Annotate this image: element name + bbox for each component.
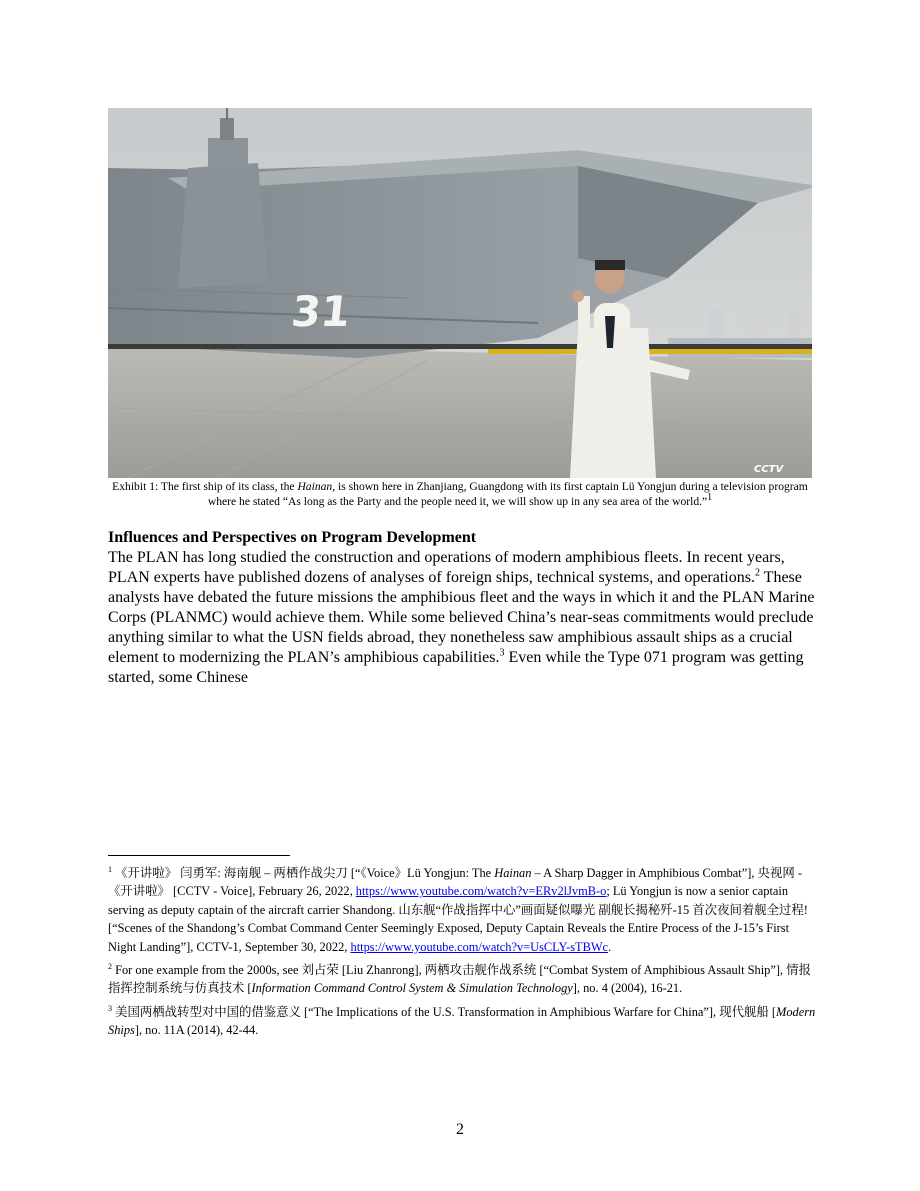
footnote-link-youtube-1[interactable]: https://www.youtube.com/watch?v=ERv2lJvmB-o: [355, 884, 607, 899]
footnote-3: [108, 1003, 820, 1040]
exhibit-photo: [108, 108, 812, 478]
body-text-3: Even while the Type 071 program was getting started, some Chinese: [108, 649, 804, 686]
caption-text-rest: , is shown here in Zhanjiang, Guangdong with its first captain Lü Yongjun during a television program where he stated “As long as the Party and the people need it, we will show up in any sea area of the world.”: [207, 480, 808, 508]
footnote-divider: [108, 855, 290, 856]
cctv-watermark: CCTV: [754, 464, 784, 475]
footnote-italic: Hainan: [494, 866, 532, 880]
footnote-text: 美国两栖战转型对中国的借鉴意义 [“The Implications of the U.S. Transformation in Amphibious Warfare for China”], 现代舰船 [: [112, 1004, 776, 1019]
footnote-ref-2[interactable]: 2: [754, 567, 760, 579]
exhibit-caption: [108, 479, 812, 509]
caption-ship-name: Hainan: [297, 480, 333, 493]
body-text-2: These analysts have debated the future missions the amphibious fleet and the ways in which it and the PLAN Marine Corps (PLANMC) would achieve them. While some believed China’s near-seas commitments would preclude anything similar to what the USN fields abroad, they nonetheless saw amphibious assault ships as a crucial element to modernizing the PLAN’s amphibious capabilities.: [108, 569, 815, 666]
body-paragraph: [108, 548, 820, 688]
footnote-text: 《开讲啦》 闫勇军: 海南舰 – 两栖作战尖刀 [“《Voice》Lü Yongjun: The: [112, 866, 495, 880]
footnote-text: ; Lü Yongjun is now a senior captain serving as deputy captain of the aircraft carrier Shandong. 山东舰“作战指挥中心”画面疑似曝光 副舰长揭秘歼-15 首次夜间着舰全过程! [“Scenes of the Shandong’s Combat Command Center Seemingly Exposed, Deputy Captain Reveals the Entire Process of the J-15’s First Night Landing”], CCTV-1, September 30, 2022,: [108, 884, 808, 954]
caption-text: Exhibit 1: The first ship of its class, the: [112, 480, 298, 493]
footnotes: [108, 864, 820, 1045]
footnote-ref-3[interactable]: 3: [499, 647, 505, 659]
footnote-text: .: [608, 939, 612, 954]
footnote-text: ], no. 4 (2004), 16-21.: [572, 981, 683, 996]
section-heading: Influences and Perspectives on Program Development: [108, 529, 477, 546]
body-text-1: The PLAN has long studied the construction and operations of modern amphibious fleets. In recent years, PLAN experts have published dozens of analyses of foreign ships, technical systems, and operations.: [108, 549, 785, 586]
page-number: 2: [456, 1121, 464, 1138]
footnote-2: [108, 961, 820, 998]
hull-number: 31: [289, 287, 353, 336]
footnote-text: – A Sharp Dagger in Amphibious Combat”], 央视网 - 《开讲啦》 [CCTV - Voice], February 26, 2022,: [108, 866, 802, 899]
footnote-italic: Modern Ships: [108, 1004, 816, 1038]
footnote-number: 1: [108, 864, 112, 874]
footnote-text: For one example from the 2000s, see 刘占荣 [Liu Zhanrong], 两栖攻击舰作战系统 [“Combat System of Amphibious Assault Ship”], 情报指挥控制系统与仿真技术 [: [108, 963, 811, 996]
footnote-link-youtube-2[interactable]: https://www.youtube.com/watch?v=UsCLY-sTBWc: [350, 939, 609, 954]
footnote-1: [108, 864, 820, 956]
caption-footnote-ref[interactable]: 1: [707, 492, 713, 504]
footnote-number: 2: [108, 961, 112, 971]
footnote-text: ], no. 11A (2014), 42-44.: [134, 1023, 259, 1038]
footnote-number: 3: [108, 1003, 112, 1013]
footnote-italic: Information Command Control System & Simulation Technology: [251, 981, 573, 996]
